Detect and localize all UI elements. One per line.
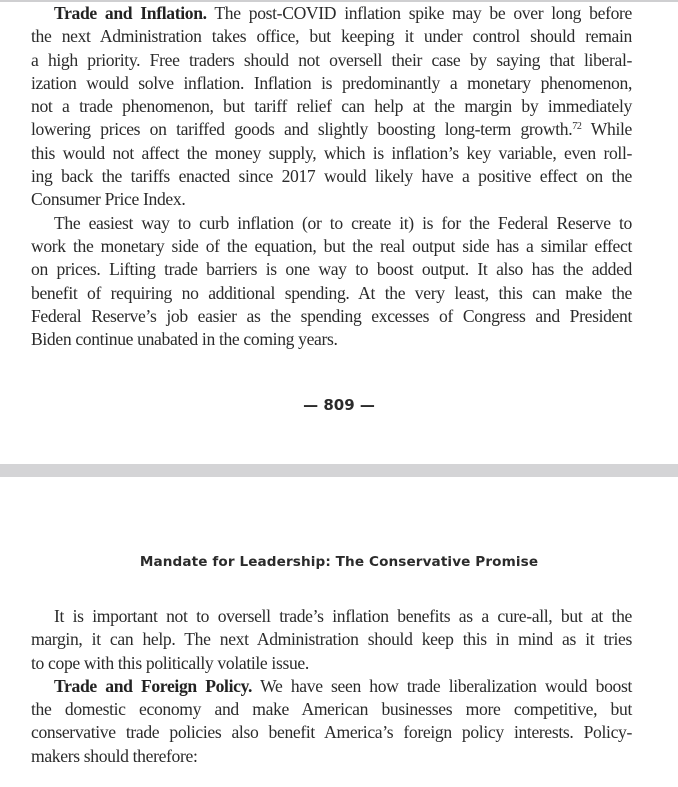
text-line: ization would solve inflation. Inflation is predominantly a monetary phenomenon, <box>31 72 632 93</box>
text-line: Trade and Foreign Policy. We have seen how trade liberalization would boost <box>54 675 633 696</box>
text-line: conservative trade policies also benefit America’s foreign policy interests. Policy- <box>31 722 632 743</box>
text-line: benefit of requiring no additional spending. At the very least, this can make the <box>31 282 632 303</box>
body-text-upper <box>31 2 632 351</box>
text-line: this would not affect the money supply, which is inflation’s key variable, even roll- <box>31 142 632 163</box>
text-line: It is important not to oversell trade’s inflation benefits as a cure-all, but at the <box>54 606 632 626</box>
text-line: Consumer Price Index. <box>31 189 186 210</box>
paragraph-easiest-way <box>31 212 632 352</box>
paragraph-trade-and-foreign-policy <box>31 675 632 768</box>
text-line: on prices. Lifting trade barriers is one way to boost output. It also has the added <box>31 259 632 280</box>
text-line: ing back the tariffs enacted since 2017 would likely have a positive effect on the <box>31 166 632 187</box>
running-header: Mandate for Leadership: The Conservative Promise <box>139 554 539 570</box>
text-line: work the monetary side of the equation, but the real output side has a similar effect <box>31 235 632 256</box>
text-line: the domestic economy and make American businesses more competitive, but <box>31 699 632 720</box>
text-line: a high priority. Free traders should not oversell their case by saying that liberal- <box>31 49 632 70</box>
section-heading-trade-and-inflation: Trade and Inflation. <box>54 3 207 23</box>
paragraph-trade-and-inflation <box>31 2 632 212</box>
text-line: Biden continue unabated in the coming years. <box>31 329 338 350</box>
text-line: not a trade phenomenon, but tariff relief can help at the margin by immediately <box>31 96 632 117</box>
text-line: Trade and Inflation. The post-COVID inflation spike may be over long before <box>54 3 632 23</box>
text-line: The easiest way to curb inflation (or to create it) is for the Federal Reserve to <box>54 212 632 233</box>
section-heading-trade-and-foreign-policy: Trade and Foreign Policy. <box>54 675 253 696</box>
footnote-reference-72[interactable]: 72 <box>572 121 582 133</box>
text-line: the next Administration takes office, but keeping it under control should remain <box>31 26 632 47</box>
page-separator <box>0 464 678 477</box>
text-line: Federal Reserve’s job easier as the spending excesses of Congress and President <box>31 305 632 326</box>
text-line: makers should therefore: <box>31 745 198 766</box>
paragraph-not-oversell <box>31 605 632 675</box>
text-line: lowering prices on tariffed goods and slightly boosting long-term growth.$^{72}$ While <box>31 119 632 140</box>
document-page-809 <box>0 2 678 464</box>
page-number: — 809 — <box>303 396 375 414</box>
text-line: margin, it can help. The next Administration should keep this in mind as it tries <box>31 629 632 650</box>
text-line: to cope with this politically volatile issue. <box>31 652 309 673</box>
body-text-lower <box>31 605 632 768</box>
